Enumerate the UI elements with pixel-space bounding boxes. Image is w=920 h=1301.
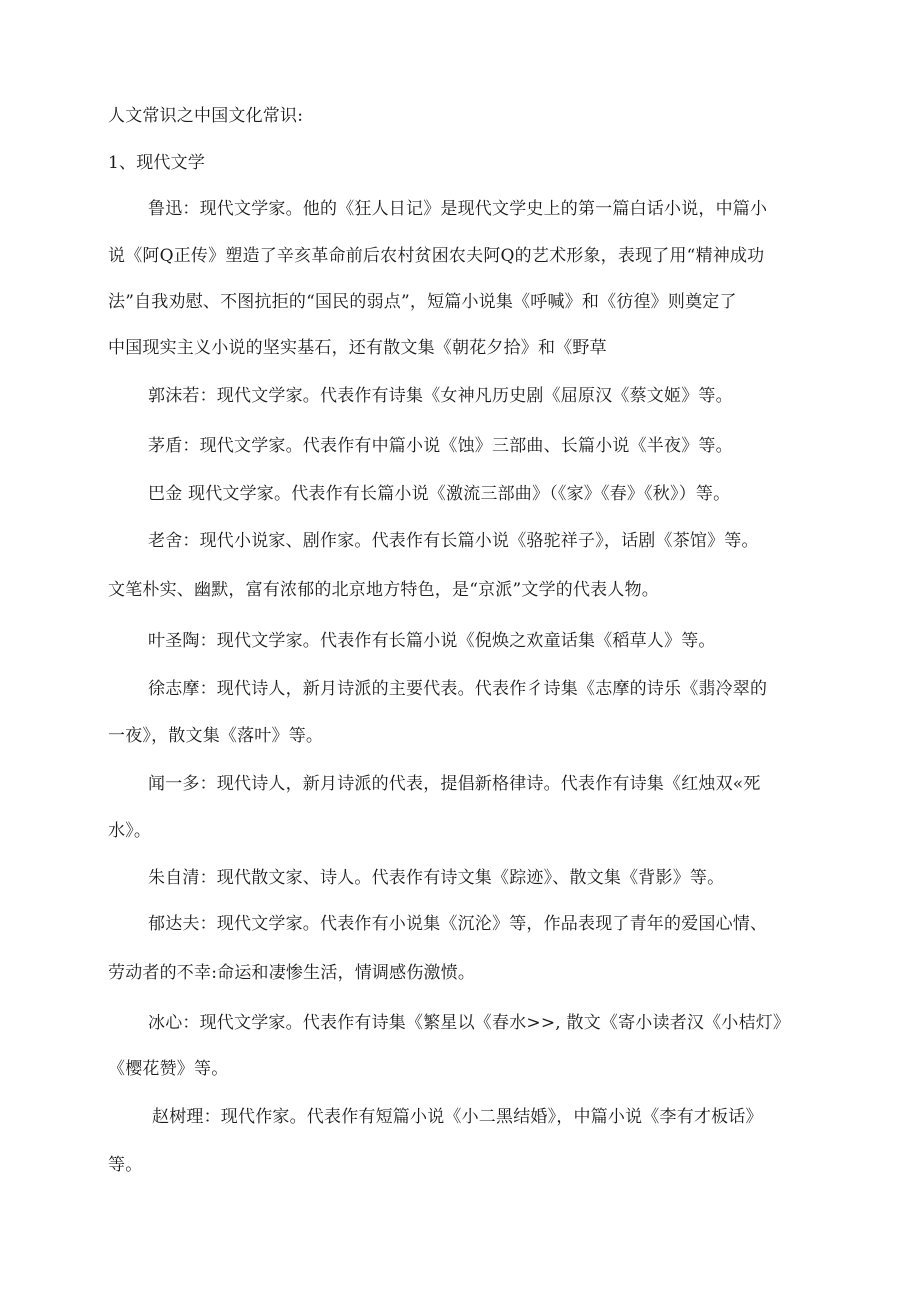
paragraph-line: 闻一多：现代诗人，新月诗派的代表，提倡新格律诗。代表作有诗集《红烛双«死 [148, 774, 761, 794]
paragraph-line: 徐志摩：现代诗人，新月诗派的主要代表。代表作彳诗集《志摩的诗乐《翡冷翠的 [148, 679, 768, 699]
paragraph-line: 巴金 现代文学家。代表作有长篇小说《激流三部曲》（《家》《春》《秋》）等。 [148, 484, 731, 504]
paragraph-line: 茅盾：现代文学家。代表作有中篇小说《蚀》三部曲、长篇小说《半夜》等。 [148, 436, 733, 456]
page-title: 人文常识之中国文化常识: [108, 106, 304, 126]
paragraph-line: 水》。 [108, 821, 152, 841]
paragraph-line: 一夜》，散文集《落叶》等。 [108, 726, 324, 746]
section-heading: 1、现代文学 [108, 153, 206, 173]
paragraph-line: 老舍：现代小说家、剧作家。代表作有长篇小说《骆驼祥子》，话剧《茶馆》等。 [148, 531, 759, 551]
paragraph-line: 中国现实主义小说的坚实基石，还有散文集《朝花夕拾》和《野草 [108, 338, 607, 358]
paragraph-line: 法”自我劝慰、不图抗拒的“国民的弱点”，短篇小说集《呼喊》和《彷徨》则奠定了 [108, 292, 737, 312]
paragraph-line: 等。 [108, 1155, 143, 1175]
paragraph-line: 朱自清：现代散文家、诗人。代表作有诗文集《踪迹》、散文集《背影》等。 [148, 868, 725, 888]
paragraph-line: 叶圣陶：现代文学家。代表作有长篇小说《倪焕之欢童话集《稻草人》等。 [148, 631, 716, 651]
paragraph-line: 《樱花赞》等。 [108, 1059, 229, 1079]
paragraph-line: 劳动者的不幸:命运和凄惨生活，情调感伤激愤。 [108, 963, 476, 983]
paragraph-line: 说《阿Q正传》塑造了辛亥革命前后农村贫困农夫阿Q的艺术形象，表现了用“精神成功 [108, 246, 765, 266]
paragraph-line: 鲁迅：现代文学家。他的《狂人日记》是现代文学史上的第一篇白话小说，中篇小 [148, 199, 768, 219]
paragraph-line: 赵树理：现代作家。代表作有短篇小说《小二黑结婚》，中篇小说《李有才板话》 [152, 1107, 763, 1127]
paragraph-line: 冰心：现代文学家。代表作有诗集《繁星以《春水>>, 散文《寄小读者汉《小桔灯》 [148, 1013, 791, 1033]
paragraph-line: 文笔朴实、幽默，富有浓郁的北京地方特色，是“京派”文学的代表人物。 [108, 580, 659, 600]
paragraph-line: 郁达夫：现代文学家。代表作有小说集《沉沦》等，作品表现了青年的爱国心情、 [148, 914, 768, 934]
paragraph-line: 郭沫若：现代文学家。代表作有诗集《女神凡历史剧《屈原汉《蔡文姬》等。 [148, 386, 733, 406]
